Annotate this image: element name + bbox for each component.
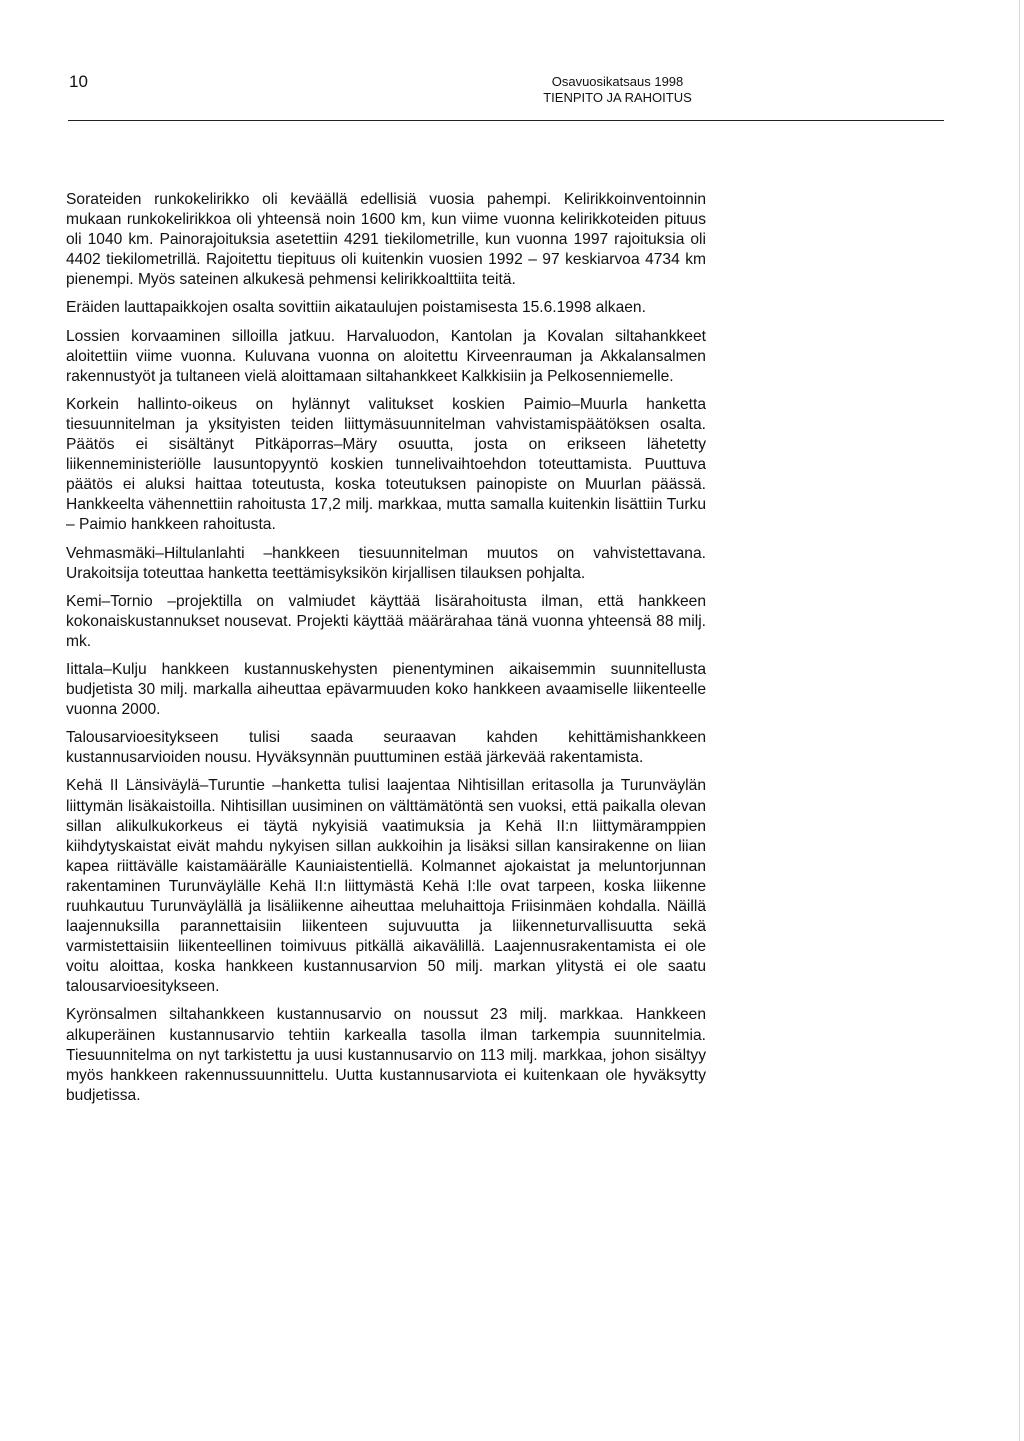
paragraph: Korkein hallinto-oikeus on hylännyt valitukset koskien Paimio–Muurla hanketta tiesuunnitelman ja yksityisten teiden liittymäsuunnitelman vahvistamispäätöksen osalta. Päätös ei sisältänyt Pitkäporras–Märy osuutta, josta on erikseen lähetetty liikenneministeriölle lausuntopyyntö koskien tunnelivaihtoehdon toteuttamista. Puuttuva päätös ei aluksi haittaa toteutusta, koska toteutuksen painopiste on Muurlan päässä. Hankkeelta vähennettiin rahoitusta 17,2 milj. markkaa, mutta samalla kuitenkin lisättiin Turku – Paimio hankkeen rahoitusta. <box>66 395 706 534</box>
header-divider <box>68 120 944 121</box>
running-header <box>520 74 715 106</box>
paragraph: Lossien korvaaminen silloilla jatkuu. Harvaluodon, Kantolan ja Kovalan siltahankkeet aloitettiin viime vuonna. Kuluvana vuonna on aloitettu Kirveenrauman ja Akkalansalmen rakennustyöt ja tultaneen vielä aloittamaan siltahankkeet Kalkkisiin ja Pelkosenniemelle. <box>66 327 706 385</box>
publication-title: Osavuosikatsaus 1998 <box>551 74 684 89</box>
body-text <box>66 190 706 1114</box>
section-title: TIENPITO JA RAHOITUS <box>543 90 692 105</box>
paragraph: Sorateiden runkokelirikko oli keväällä edellisiä vuosia pahempi. Kelirikkoinventoinnin mukaan runkokelirikkoa oli yhteensä noin 1600 km, kun viime vuonna kelirikkoteiden pituus oli 1040 km. Painorajoituksia asetettiin 4291 tiekilometrille, kun vuonna 1997 rajoituksia oli 4402 tiekilometrillä. Rajoitettu tiepituus oli kuitenkin vuosien 1992 – 97 keskiarvoa 4734 km pienempi. Myös sateinen alkukesä pehmensi kelirikkoalttiita teitä. <box>66 191 706 289</box>
paragraph: Kyrönsalmen siltahankkeen kustannusarvio on noussut 23 milj. markkaa. Hankkeen alkuperäinen kustannusarvio tehtiin karkealla tasolla ilman tarkempia suunnitelmia. Tiesuunnitelma on nyt tarkistettu ja uusi kustannusarvio on 113 milj. markkaa, johon sisältyy myös hankkeen rakennussuunnittelu. Uutta kustannusarviota ei kuitenkaan ole hyväksytty budjetissa. <box>66 1006 706 1104</box>
page-number: 10 <box>69 72 88 91</box>
paragraph: Kemi–Tornio –projektilla on valmiudet käyttää lisärahoitusta ilman, että hankkeen kokonaiskustannukset nousevat. Projekti käyttää määrärahaa tänä vuonna yhteensä 88 milj. mk. <box>66 592 706 650</box>
paragraph: Vehmasmäki–Hiltulanlahti –hankkeen tiesuunnitelman muutos on vahvistettavana. Urakoitsija toteuttaa hanketta teettämisyksikön kirjallisen tilauksen pohjalta. <box>66 544 706 582</box>
paragraph: Kehä II Länsiväylä–Turuntie –hanketta tulisi laajentaa Nihtisillan eritasolla ja Turunväylän liittymän lisäkaistoilla. Nihtisillan uusiminen on välttämätöntä sen vuoksi, että paikalla olevan sillan alikulkukorkeus ei täytä nykyisiä vaatimuksia ja Kehä II:n liittymäramppien kiihdytyskaistat eivät mahdu nykyisen sillan aukkoihin ja lisäksi sillan kansirakenne on liian kapea riittävälle kaistamäärälle Kauniaistentiellä. Kolmannet ajokaistat ja meluntorjunnan rakentaminen Turunväylälle Kehä II:n liittymästä Kehä I:lle ovat tarpeen, koska liikenne ruuhkautuu Turunväylällä ja lisäliikenne aiheuttaa meluhaittoja Friisinmäen kohdalla. Näillä laajennuksilla parannettaisiin liikenteen sujuvuutta ja liikenneturvallisuutta sekä varmistettaisiin liikenteellinen toimivuus pitkällä aikavälillä. Laajennusrakentamista ei ole voitu aloittaa, koska hankkeen kustannusarvion 50 milj. markan ylitystä ei ole saatu talousarvioesitykseen. <box>66 777 706 996</box>
paragraph: Talousarvioesitykseen tulisi saada seuraavan kahden kehittämishankkeen kustannusarvioiden nousu. Hyväksynnän puuttuminen estää järkevää rakentamista. <box>66 729 706 767</box>
page-edge <box>1019 0 1020 1441</box>
paragraph: Eräiden lauttapaikkojen osalta sovittiin aikataulujen poistamisesta 15.6.1998 alkaen. <box>66 299 646 317</box>
paragraph: Iittala–Kulju hankkeen kustannuskehysten pienentyminen aikaisemmin suunnitellusta budjetista 30 milj. markalla aiheuttaa epävarmuuden koko hankkeen avaamiselle liikenteelle vuonna 2000. <box>66 660 706 719</box>
